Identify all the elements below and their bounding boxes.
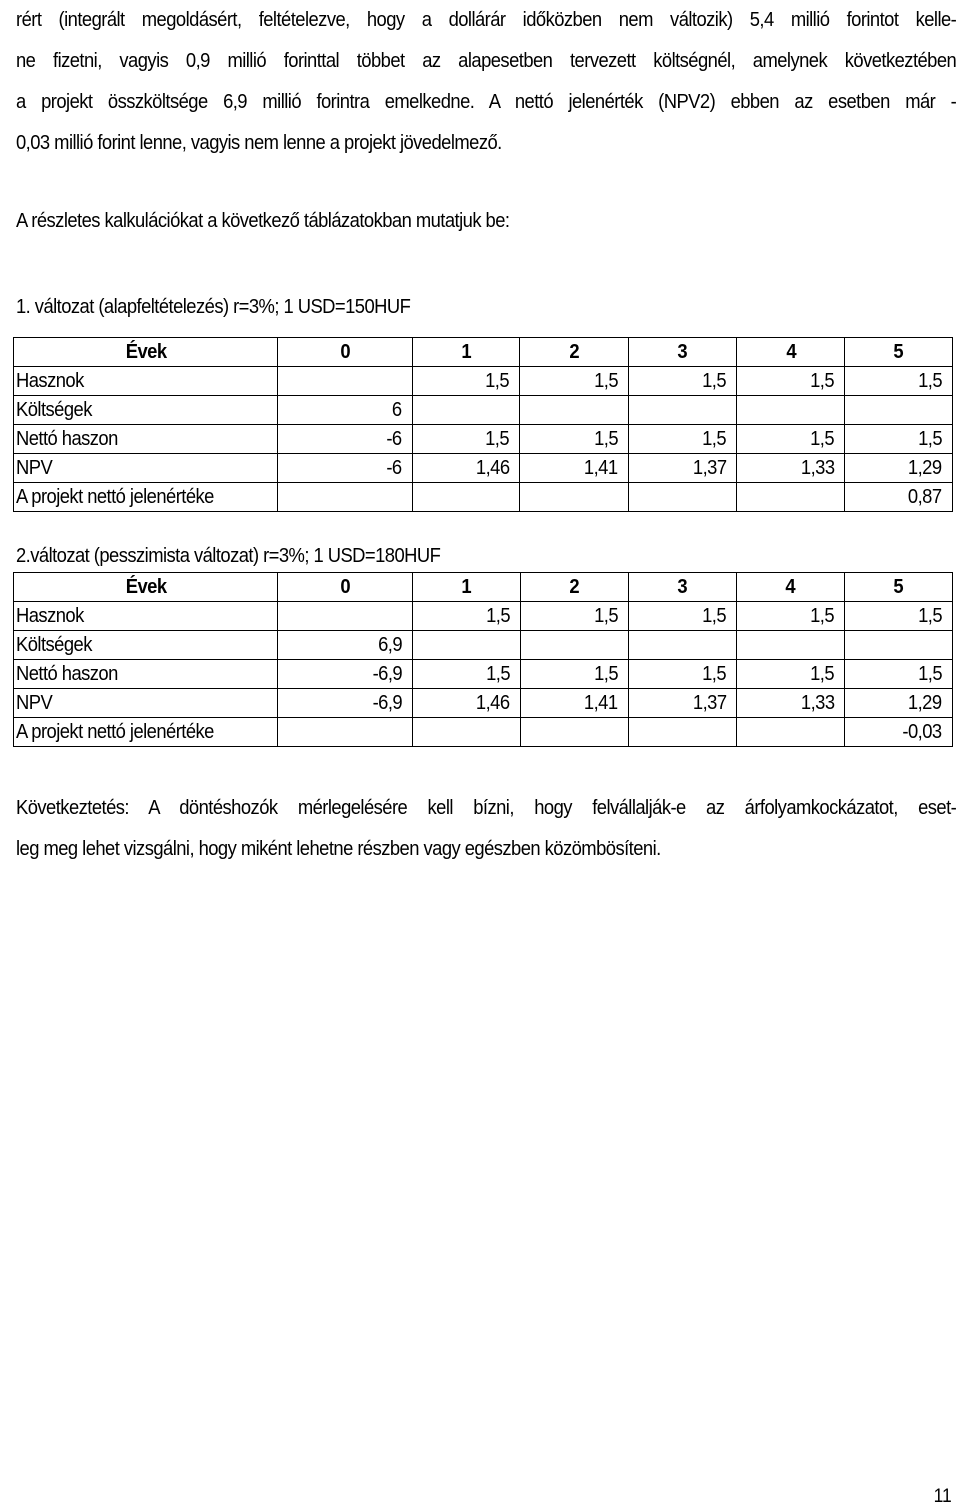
cell (845, 396, 953, 425)
cell: 1,46 (413, 689, 520, 718)
cell: -6,9 (278, 689, 413, 718)
cell (520, 718, 628, 747)
table-row (14, 396, 953, 425)
table-header-row (14, 573, 953, 602)
cell: 1,29 (845, 689, 953, 718)
cell: 1,5 (737, 660, 845, 689)
header-cell: 0 (278, 338, 412, 367)
cell: 1,5 (628, 367, 736, 396)
cell: 1,5 (845, 660, 953, 689)
cell: 0,87 (845, 483, 953, 512)
cell: 1,5 (737, 367, 845, 396)
cell: 1,5 (412, 367, 519, 396)
cell: 1,5 (520, 602, 628, 631)
cell (737, 631, 845, 660)
header-cell: 1 (412, 338, 519, 367)
page-number: 11 (933, 1486, 952, 1507)
header-cell: Évek (14, 573, 278, 602)
intro-line: a projekt összköltsége 6,9 millió forintra emelkedne. A nettó jelenérték (NPV2) ebben az esetben már - (16, 91, 957, 113)
cell: 1,5 (737, 602, 845, 631)
cell: 1,46 (412, 454, 519, 483)
table2-variant-pessimistic (13, 572, 953, 747)
header-cell: 4 (737, 338, 845, 367)
intro-paragraph (16, 0, 956, 164)
cell: 1,5 (520, 660, 628, 689)
table-row (14, 689, 953, 718)
intro-line: ne fizetni, vagyis 0,9 millió forinttal többet az alapesetben tervezett költségnél, amelynek következtében (16, 50, 957, 72)
header-cell: 0 (278, 573, 413, 602)
cell: 1,5 (628, 425, 736, 454)
cell: 1,41 (520, 689, 628, 718)
header-cell: 3 (628, 338, 736, 367)
cell (412, 483, 519, 512)
row-label: NPV (14, 689, 278, 718)
table-row (14, 660, 953, 689)
cell (278, 718, 413, 747)
cell (278, 602, 413, 631)
cell: 1,33 (737, 454, 845, 483)
cell: -6,9 (278, 660, 413, 689)
header-cell: 2 (520, 573, 628, 602)
cell: 1,5 (520, 367, 628, 396)
cell: 1,5 (628, 602, 736, 631)
cell: 1,33 (737, 689, 845, 718)
header-cell: Évek (14, 338, 278, 367)
conclusion-line: Következtetés: A döntéshozók mérlegelésére kell bízni, hogy felvállalják-e az árfolyamkockázatot, eset- (16, 797, 957, 819)
cell: 1,5 (845, 367, 953, 396)
header-cell: 4 (737, 573, 845, 602)
cell: 1,29 (845, 454, 953, 483)
cell (737, 718, 845, 747)
cell (628, 483, 736, 512)
table2-caption: 2.változat (pesszimista változat) r=3%; 1 USD=180HUF (16, 545, 441, 567)
conclusion-line: leg meg lehet vizsgálni, hogy miként lehetne részben vagy egészben közömbösíteni. (16, 838, 661, 860)
row-label: Költségek (14, 631, 278, 660)
cell (628, 396, 736, 425)
cell (628, 718, 736, 747)
header-cell: 1 (413, 573, 520, 602)
table-header-row (14, 338, 953, 367)
row-label: Hasznok (14, 602, 278, 631)
cell (737, 483, 845, 512)
cell (413, 631, 520, 660)
cell (520, 396, 628, 425)
cell: -0,03 (845, 718, 953, 747)
cell: 1,5 (413, 602, 520, 631)
table-row (14, 454, 953, 483)
cell (845, 631, 953, 660)
cell: 1,37 (628, 454, 736, 483)
header-cell: 5 (845, 573, 953, 602)
cell: -6 (278, 425, 412, 454)
cell (520, 483, 628, 512)
row-label: NPV (14, 454, 278, 483)
conclusion-paragraph (16, 788, 956, 870)
cell (278, 367, 412, 396)
table1-variant-base (13, 337, 953, 512)
cell (737, 396, 845, 425)
cell (412, 396, 519, 425)
intro-line: 0,03 millió forint lenne, vagyis nem lenne a projekt jövedelmező. (16, 132, 502, 154)
row-label: Költségek (14, 396, 278, 425)
cell: 1,37 (628, 689, 736, 718)
cell: 1,5 (520, 425, 628, 454)
details-sentence: A részletes kalkulációkat a következő táblázatokban mutatjuk be: (16, 210, 510, 232)
table-row (14, 602, 953, 631)
table-row (14, 367, 953, 396)
cell: 1,5 (845, 602, 953, 631)
cell: -6 (278, 454, 412, 483)
header-cell: 2 (520, 338, 628, 367)
table-row (14, 718, 953, 747)
cell: 1,5 (737, 425, 845, 454)
row-label: Hasznok (14, 367, 278, 396)
row-label: A projekt nettó jelenértéke (14, 483, 278, 512)
cell (628, 631, 736, 660)
cell (520, 631, 628, 660)
header-cell: 5 (845, 338, 953, 367)
cell: 6 (278, 396, 412, 425)
cell: 1,5 (628, 660, 736, 689)
cell: 1,41 (520, 454, 628, 483)
row-label: Nettó haszon (14, 660, 278, 689)
header-cell: 3 (628, 573, 736, 602)
row-label: A projekt nettó jelenértéke (14, 718, 278, 747)
table-row (14, 483, 953, 512)
table1-caption: 1. változat (alapfeltételezés) r=3%; 1 USD=150HUF (16, 296, 411, 318)
table-row (14, 631, 953, 660)
row-label: Nettó haszon (14, 425, 278, 454)
cell: 1,5 (412, 425, 519, 454)
cell (413, 718, 520, 747)
cell: 1,5 (845, 425, 953, 454)
intro-line: rért (integrált megoldásért, feltételezve, hogy a dollárár időközben nem változik) 5,4 millió forintot kelle- (16, 9, 957, 31)
cell: 6,9 (278, 631, 413, 660)
cell (278, 483, 412, 512)
cell: 1,5 (413, 660, 520, 689)
table-row (14, 425, 953, 454)
